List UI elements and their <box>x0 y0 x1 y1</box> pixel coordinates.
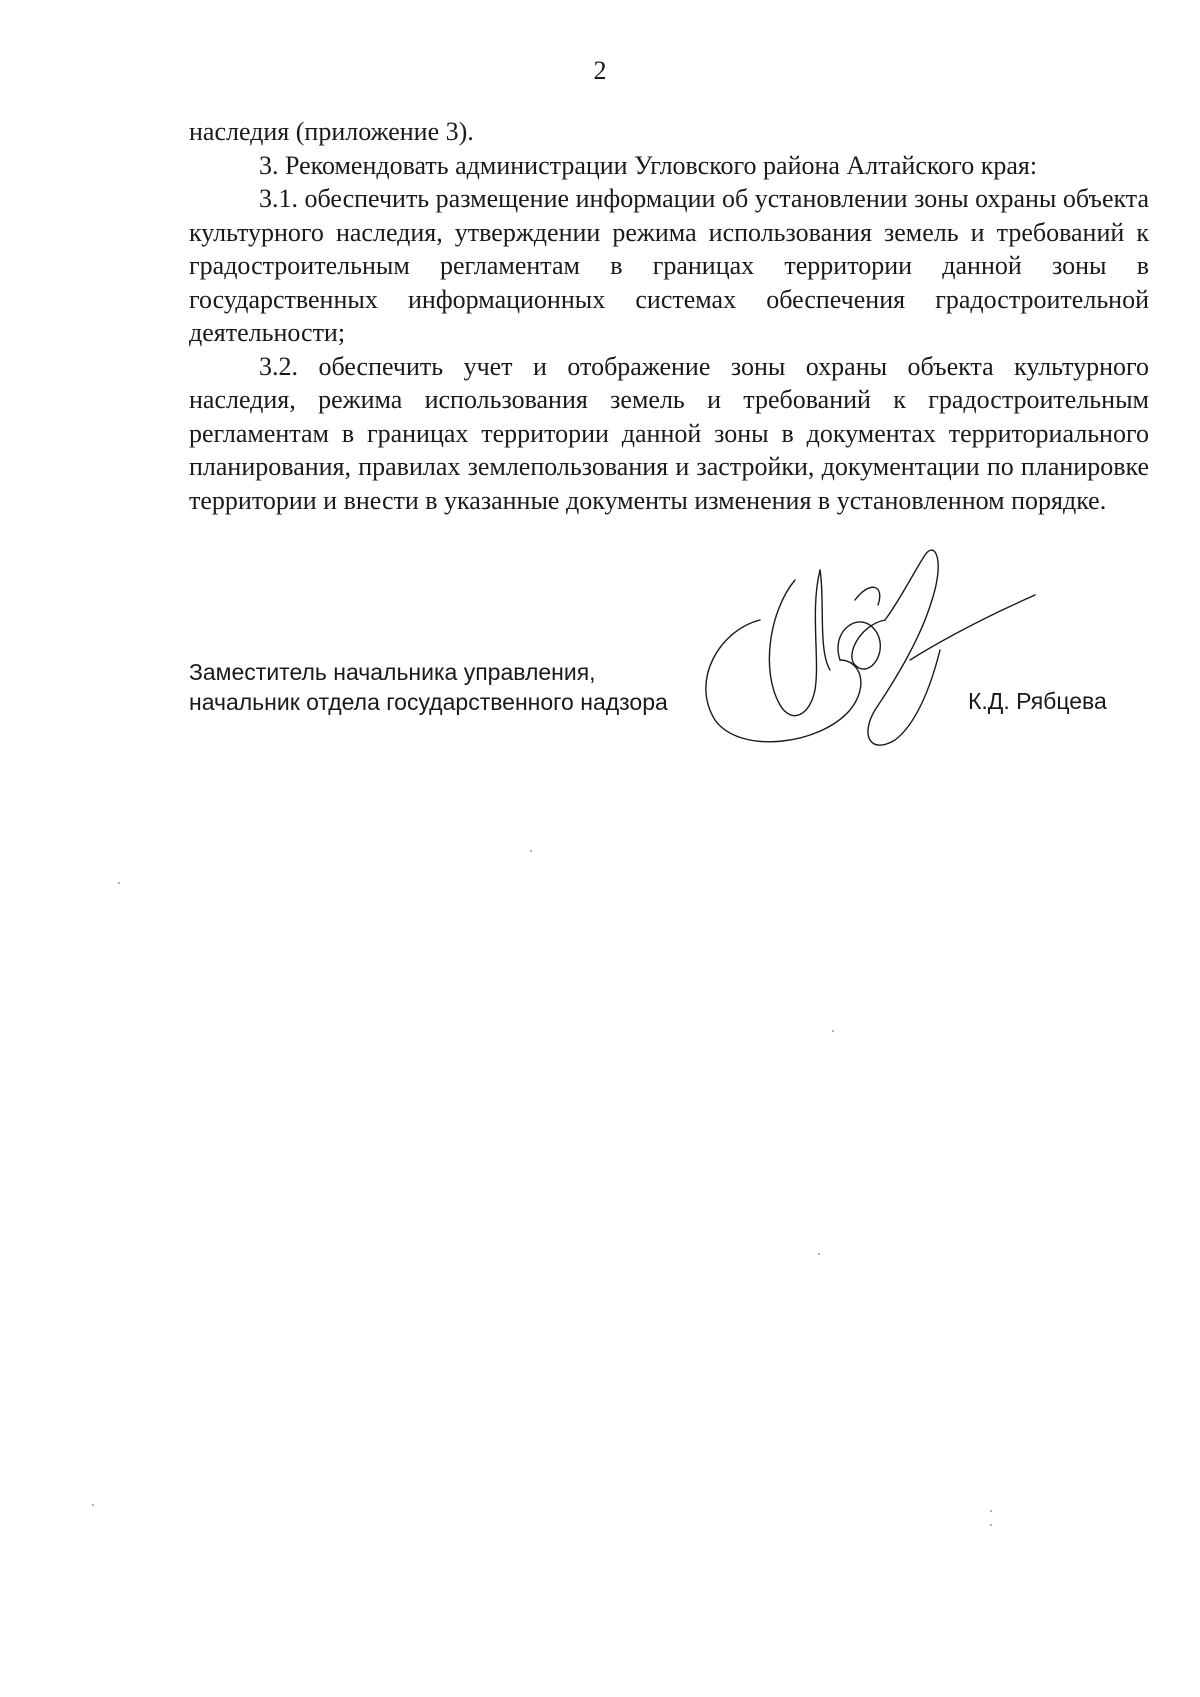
scan-speck <box>530 850 532 852</box>
scan-speck <box>832 1030 834 1032</box>
signatory-position-line-2: начальник отдела государственного надзора <box>189 689 668 715</box>
paragraph-item-3: 3. Рекомендовать администрации Угловского района Алтайского края: <box>259 150 1038 180</box>
handwritten-signature <box>700 540 1040 800</box>
document-body <box>189 115 1149 517</box>
scan-speck <box>990 1524 992 1526</box>
paragraph-continuation: наследия (приложение 3). <box>189 117 474 146</box>
signatory-position-line-1: Заместитель начальника управления, <box>189 659 596 685</box>
paragraph-item-3-2: 3.2. обеспечить учет и отображение зоны охраны объекта культурного наследия, режима использования земель и требований к градостроительным регламентам в границах территории данной зоны в документах территориального планирования, правилах землепользования и застройки, документации по планировке территории и внести в указанные документы изменения в установленном порядке. <box>189 351 1149 515</box>
scan-speck <box>818 1253 820 1255</box>
paragraph-item-3-1: 3.1. обеспечить размещение информации об установлении зоны охраны объекта культурного наследия, утверждении режима использования земель и требований к градостроительным регламентам в границах территории данной зоны в государственных информационных системах обеспечения градостроительной деятельности; <box>189 184 1149 347</box>
page-number: 2 <box>593 56 607 85</box>
signatory-name: К.Д. Рябцева <box>968 688 1107 714</box>
scan-speck <box>990 1510 992 1512</box>
signatory-position <box>189 657 668 717</box>
scan-speck <box>118 882 120 884</box>
scan-speck <box>92 1504 94 1506</box>
